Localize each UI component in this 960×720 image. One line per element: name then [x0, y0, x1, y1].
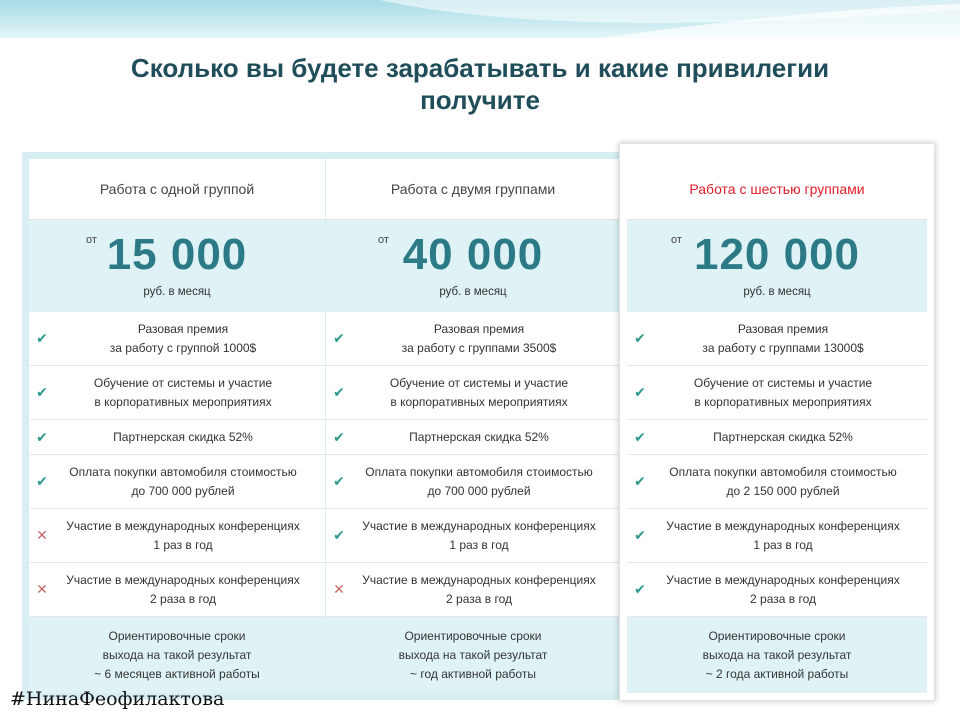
benefit-line-1: Разовая премия: [737, 321, 829, 336]
check-icon: ✔: [36, 384, 48, 400]
benefit-row: [627, 563, 927, 617]
plan-header: [29, 159, 325, 220]
plan-card-two-groups: [326, 159, 620, 693]
benefit-row: [29, 509, 325, 563]
check-icon: ✔: [634, 473, 646, 489]
benefit-text: [352, 571, 620, 609]
benefit-line-2: за работу с группой 1000$: [109, 340, 257, 355]
check-icon: ✔: [333, 330, 345, 346]
benefit-text: [352, 374, 620, 412]
benefit-line-1: Оплата покупки автомобиля стоимостью: [669, 464, 897, 479]
benefit-line-1: Партнерская скидка 52%: [713, 429, 853, 444]
benefit-text: [653, 374, 927, 412]
benefit-line-1: Участие в международных конференциях: [66, 572, 300, 587]
timeline-line: Ориентировочные сроки: [108, 628, 246, 643]
timeline-line: выхода на такой результат: [702, 647, 852, 662]
check-icon: ✔: [634, 428, 646, 445]
timeline-line: Ориентировочные сроки: [708, 628, 846, 643]
plan-card-content: [627, 159, 927, 693]
benefit-text: [653, 428, 927, 447]
benefit-text: [653, 463, 927, 501]
benefit-line-1: Обучение от системы и участие: [389, 375, 569, 390]
benefit-line-2: 1 раз в год: [449, 537, 509, 552]
price-from-label: от: [671, 234, 682, 246]
cross-icon: ✕: [36, 527, 48, 543]
benefit-row: [627, 312, 927, 366]
benefit-line-2: 2 раза в год: [446, 591, 512, 606]
benefit-line-1: Участие в международных конференциях: [362, 518, 596, 533]
price-amount: 15 000: [106, 230, 248, 279]
check-icon: ✔: [634, 384, 646, 400]
cross-icon: ✕: [333, 581, 345, 597]
check-icon: ✔: [634, 527, 646, 543]
benefit-line-1: Оплата покупки автомобиля стоимостью: [69, 464, 297, 479]
plan-price-block: [29, 220, 325, 312]
benefit-row: [627, 455, 927, 509]
plan-header: [326, 159, 620, 220]
author-hashtag: #НинаФеофилактова: [10, 688, 225, 710]
timeline-line: выхода на такой результат: [102, 647, 252, 662]
benefit-line-2: 2 раза в год: [750, 591, 816, 606]
benefit-line-2: 1 раз в год: [153, 537, 213, 552]
benefit-line-2: за работу с группами 3500$: [401, 340, 557, 355]
check-icon: ✔: [36, 473, 48, 489]
check-icon: ✔: [333, 527, 345, 543]
benefit-text: [55, 463, 325, 501]
plan-card-content: [29, 159, 325, 693]
benefit-line-1: Участие в международных конференциях: [666, 572, 900, 587]
plan-header-label: Работа с двумя группами: [390, 181, 556, 197]
check-icon: ✔: [634, 330, 646, 346]
timeline-line: ~ 2 года активной работы: [705, 666, 849, 681]
plan-header-label: Работа с шестью группами: [689, 181, 865, 197]
benefit-line-1: Обучение от системы и участие: [693, 375, 873, 390]
benefit-line-2: до 700 000 рублей: [427, 483, 531, 498]
benefit-row: [326, 420, 620, 455]
check-icon: ✔: [634, 581, 646, 597]
benefit-row: [29, 366, 325, 420]
timeline-line: ~ 6 месяцев активной работы: [94, 666, 260, 681]
benefit-row: [627, 366, 927, 420]
benefit-text: [653, 320, 927, 358]
page-title-line-2: получите: [420, 85, 540, 115]
plan-price-block: [326, 220, 620, 312]
top-decorative-band: [0, 0, 960, 38]
benefit-text: [352, 320, 620, 358]
benefit-text: [653, 517, 927, 555]
benefit-line-1: Партнерская скидка 52%: [409, 429, 549, 444]
benefit-line-2: за работу с группами 13000$: [702, 340, 864, 355]
timeline-line: Ориентировочные сроки: [404, 628, 542, 643]
benefit-line-1: Обучение от системы и участие: [93, 375, 273, 390]
benefit-text: [55, 320, 325, 358]
benefit-line-2: до 700 000 рублей: [131, 483, 235, 498]
benefit-line-1: Партнерская скидка 52%: [113, 429, 253, 444]
price-period: руб. в месяц: [143, 286, 211, 298]
benefit-line-1: Участие в международных конференциях: [666, 518, 900, 533]
benefit-text: [653, 571, 927, 609]
check-icon: ✔: [333, 384, 345, 400]
check-icon: ✔: [36, 428, 48, 445]
benefit-row: [627, 509, 927, 563]
benefit-row: [326, 509, 620, 563]
benefit-row: [326, 455, 620, 509]
timeline-line: ~ год активной работы: [410, 666, 536, 681]
benefit-line-1: Оплата покупки автомобиля стоимостью: [365, 464, 593, 479]
benefit-text: [352, 428, 620, 447]
price-period: руб. в месяц: [743, 286, 811, 298]
benefit-text: [55, 517, 325, 555]
price-from-label: от: [378, 234, 389, 246]
benefit-line-2: 2 раза в год: [150, 591, 216, 606]
benefit-line-2: в корпоративных мероприятиях: [694, 394, 872, 409]
plan-card-one-group: [29, 159, 325, 693]
benefit-row: [29, 312, 325, 366]
timeline-line: выхода на такой результат: [398, 647, 548, 662]
page-title-line-1: Сколько вы будете зарабатывать и какие привилегии: [130, 53, 830, 83]
benefit-line-1: Участие в международных конференциях: [362, 572, 596, 587]
benefit-row: [29, 420, 325, 455]
plan-header-label: Работа с одной группой: [99, 181, 255, 197]
cross-icon: ✕: [36, 581, 48, 597]
plan-card-content: [326, 159, 620, 693]
price-period: руб. в месяц: [439, 286, 507, 298]
price-from-label: от: [86, 234, 97, 246]
benefit-line-2: 1 раз в год: [753, 537, 813, 552]
plan-timeline-footer: [326, 617, 620, 693]
benefit-text: [352, 517, 620, 555]
benefit-row: [326, 563, 620, 617]
benefit-text: [55, 428, 325, 447]
benefit-row: [326, 312, 620, 366]
benefit-text: [55, 571, 325, 609]
benefit-line-2: в корпоративных мероприятиях: [94, 394, 272, 409]
plan-timeline-footer: [29, 617, 325, 693]
benefit-row: [29, 455, 325, 509]
benefit-row: [29, 563, 325, 617]
plan-header: [627, 159, 927, 220]
benefit-text: [55, 374, 325, 412]
benefit-line-1: Разовая премия: [433, 321, 525, 336]
wave-decoration: [0, 0, 960, 38]
price-amount: 120 000: [693, 230, 861, 279]
plan-card-six-groups: [619, 143, 935, 701]
check-icon: ✔: [333, 473, 345, 489]
price-amount: 40 000: [402, 230, 544, 279]
plan-price-block: [627, 220, 927, 312]
benefit-line-2: до 2 150 000 рублей: [726, 483, 840, 498]
benefit-line-2: в корпоративных мероприятиях: [390, 394, 568, 409]
check-icon: ✔: [36, 330, 48, 346]
plan-timeline-footer: [627, 617, 927, 693]
page-title: [40, 52, 920, 116]
benefit-row: [627, 420, 927, 455]
benefit-row: [326, 366, 620, 420]
benefit-line-1: Разовая премия: [137, 321, 229, 336]
benefit-text: [352, 463, 620, 501]
benefit-line-1: Участие в международных конференциях: [66, 518, 300, 533]
check-icon: ✔: [333, 428, 345, 445]
